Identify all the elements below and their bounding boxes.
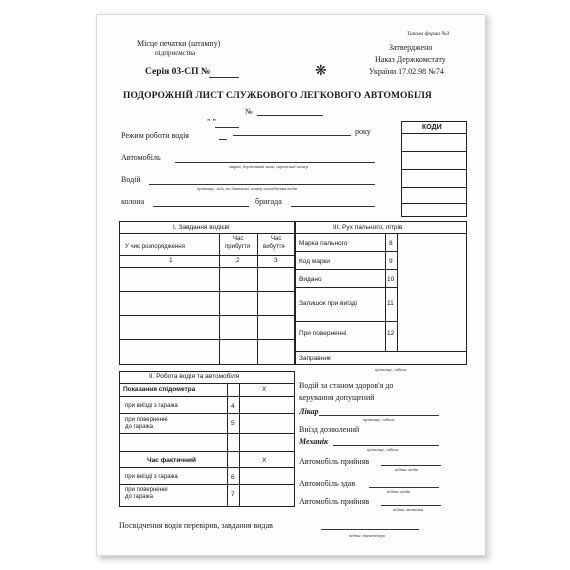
stamp-place-label: Місце печатки (штампу) [137, 39, 221, 48]
fuel-row-1: Марка пального [299, 240, 348, 247]
fuel-line-1 [295, 251, 397, 252]
driver-sign-hint-2: підпис водія [387, 489, 411, 494]
date-quote-marks: „ „ [207, 113, 217, 122]
task-vline-1 [219, 233, 220, 365]
mode-label: Режим роботи водія [121, 131, 189, 140]
mechanic-label: Механік [299, 437, 329, 446]
car-accepted-line[interactable] [381, 465, 441, 466]
car-handed-label: Автомобіль здав [299, 479, 356, 488]
task-title: І. Завдання водієві [173, 224, 230, 231]
brigade-line[interactable] [291, 206, 375, 207]
codes-line-5 [401, 203, 467, 204]
task-n3: 3 [274, 257, 278, 264]
odometer-return-1: при поверненні [125, 417, 168, 423]
mechanic-hint: прізвище, підпис [367, 447, 399, 452]
task-vline-2 [257, 233, 258, 365]
work-num-6: 6 [231, 474, 235, 481]
day-line[interactable] [215, 127, 239, 128]
ukraine-date-label: України 17.02.98 №74 [369, 67, 444, 76]
fuel-line-title [295, 233, 467, 234]
car-accepted-line-2[interactable] [381, 505, 441, 506]
series-number-line[interactable] [209, 77, 239, 78]
doctor-signature-line[interactable] [319, 415, 439, 416]
footer-text: Посвідчення водія перевірив, завдання видав [119, 521, 273, 530]
fuel-line-3 [295, 287, 397, 288]
work-line-3 [119, 433, 295, 434]
doctor-label: Лікар [299, 407, 319, 416]
fuel-num-12: 12 [387, 330, 395, 337]
codes-title: КОДИ [422, 124, 442, 131]
fuel-row-2: Код марки [299, 258, 331, 265]
series-label: Серія 03-СП № [145, 67, 211, 77]
driver-hint: прізвище, ім'я, по батькові, номер посвідчення водія [197, 186, 298, 191]
odometer-return-2: до гаража [125, 424, 153, 430]
fuel-row-5: При поверненні [299, 330, 347, 337]
task-col3b: вибуття [263, 244, 285, 250]
task-line-title [119, 233, 295, 234]
car-hint: марка, державний знак, гаражний номер [229, 164, 309, 169]
health-line-1: Водій за станом здоров'я до [299, 381, 394, 390]
codes-line-2 [401, 151, 467, 152]
number-sign: № [245, 107, 253, 116]
odometer-label: Показання спідометра [123, 386, 196, 393]
work-line-2 [119, 413, 295, 414]
month-line[interactable] [233, 135, 351, 136]
work-line-6 [119, 484, 295, 485]
codes-line-4 [401, 187, 467, 188]
fuel-title: ІІІ. Рух пального, літрів [333, 224, 403, 231]
task-col2b: прибуття [225, 244, 250, 250]
task-line-c [119, 339, 295, 340]
actual-time-label: Час фактичний [147, 457, 197, 464]
emblem-icon: ❋ [315, 63, 327, 79]
car-handed-line[interactable] [369, 487, 439, 488]
work-line-title [119, 383, 295, 384]
time-return-2: до гаража [125, 494, 153, 500]
driver-sign-hint: підпис водія [395, 467, 419, 472]
car-line[interactable] [175, 162, 375, 163]
work-num-7: 7 [231, 491, 235, 498]
driver-line[interactable] [149, 184, 375, 185]
year-label: року [355, 127, 371, 136]
driver-label: Водій [121, 175, 141, 184]
fuel-row-4: Залишок при виїзді [299, 300, 357, 307]
fuel-num-10: 10 [387, 276, 395, 283]
enterprise-label: підприємства [155, 49, 196, 57]
car-accepted-label: Автомобіль прийняв [299, 457, 370, 466]
document-title: ПОДОРОЖНІЙ ЛИСТ СЛУЖБОВОГО ЛЕГКОВОГО АВТОМОБІЛЯ [123, 91, 432, 101]
time-depart: при виїзді з гаража [125, 474, 178, 480]
column-line[interactable] [153, 206, 249, 207]
work-num-5: 5 [231, 420, 235, 427]
time-return-1: при поверненні [125, 487, 168, 493]
car-accepted-label-2: Автомобіль прийняв [299, 497, 370, 506]
fuel-num-11: 11 [387, 300, 394, 307]
task-line-b [119, 315, 295, 316]
car-label: Автомобіль [121, 153, 161, 162]
work-num-4: 4 [231, 403, 235, 410]
odometer-depart: при виїзді з гаража [125, 403, 178, 409]
dispatcher-signature-line[interactable] [321, 529, 419, 530]
fuel-vline-2 [397, 233, 398, 351]
form-number: Типова форма №3 [407, 31, 450, 37]
dispatcher-hint: підпис диспетчера [349, 533, 386, 538]
work-vline-2 [239, 383, 240, 507]
work-line-1 [119, 396, 295, 397]
task-table [119, 221, 295, 365]
codes-line-1 [401, 133, 467, 134]
mechanic-signature-line[interactable] [333, 445, 439, 446]
task-n1: 1 [169, 257, 173, 264]
refueller-label: Заправник [299, 355, 331, 362]
work-line-5 [119, 467, 295, 468]
codes-line-3 [401, 169, 467, 170]
mechanic-sign-hint: підпис механіка [393, 507, 424, 512]
refueller-hint: прізвище, підпис [375, 367, 407, 372]
odometer-x: X [262, 386, 267, 393]
task-col2a: Час [233, 236, 244, 242]
task-n2: 2 [236, 257, 240, 264]
mode-line-1[interactable] [219, 139, 227, 140]
task-line-header [119, 255, 295, 256]
fuel-line-4 [295, 321, 397, 322]
task-col3a: Час [271, 236, 282, 242]
work-title: ІІ. Робота водія та автомобіля [149, 373, 240, 380]
task-line-num [119, 267, 295, 268]
task-col1: У чиє розпорядження [125, 244, 185, 250]
fuel-row-3: Видано [299, 276, 322, 283]
fuel-line-2 [295, 269, 397, 270]
fuel-line-5 [295, 351, 467, 352]
exit-allowed-label: Виїзд дозволений [299, 425, 360, 434]
health-line-2: керування допущений [299, 393, 375, 402]
order-label: Наказ Держкомстату [375, 55, 446, 64]
work-line-4 [119, 451, 295, 452]
fuel-num-9: 9 [389, 258, 393, 265]
fuel-num-8: 8 [389, 240, 393, 247]
actual-time-x: X [262, 457, 267, 464]
brigade-label: бригада [255, 197, 282, 206]
task-line-a [119, 291, 295, 292]
number-line[interactable] [257, 115, 323, 116]
work-vline-1 [227, 383, 228, 507]
approved-label: Затверджено [389, 43, 433, 52]
column-label: колона [121, 197, 145, 206]
doctor-hint: прізвище, підпис [363, 417, 395, 422]
waybill-sheet [96, 14, 486, 556]
